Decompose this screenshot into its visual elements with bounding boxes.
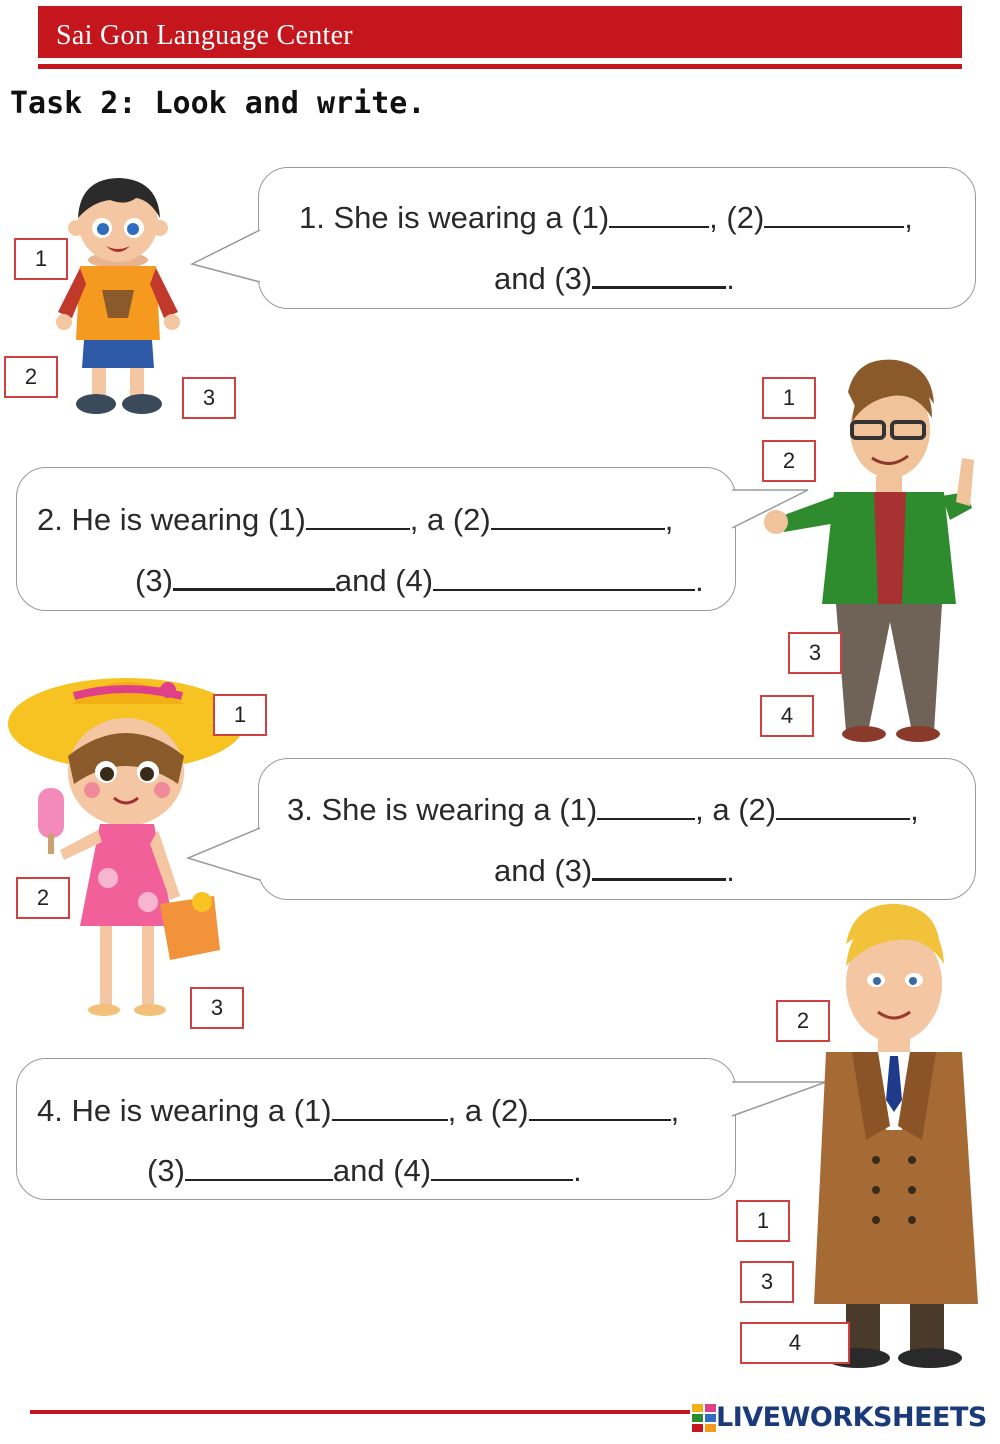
liveworksheets-logo-icon (692, 1404, 716, 1432)
speech-bubble-3 (258, 758, 976, 900)
girl-label-1: 1 (213, 694, 267, 736)
sentence-4-text-c: , (670, 1093, 680, 1128)
girl-label-2: 2 (16, 877, 70, 919)
blank-3-1[interactable] (597, 792, 695, 820)
teacher-label-1: 1 (762, 377, 816, 419)
boy-label-1: 1 (14, 238, 68, 280)
blank-2-1[interactable] (306, 502, 410, 530)
sentence-1-line-1 (259, 200, 1000, 236)
sentence-4-text-a: 4. He is wearing a (1) (37, 1093, 332, 1128)
sentence-3-line-2 (259, 852, 1000, 889)
sentence-3-text-a: 3. She is wearing a (1) (287, 792, 598, 827)
blank-1-3[interactable] (592, 260, 726, 289)
sentence-1-text-e: . (726, 261, 735, 296)
sentence-4-text-d: (3) (147, 1153, 185, 1188)
blank-4-3[interactable] (185, 1153, 333, 1181)
teacher-label-2: 2 (762, 440, 816, 482)
sentence-2-text-b: , a (2) (409, 502, 491, 537)
teacher-label-4: 4 (760, 695, 814, 737)
speech-bubble-4 (16, 1058, 736, 1200)
speech-bubble-1 (258, 167, 976, 309)
sentence-3-text-c: , (910, 792, 919, 827)
blank-4-1[interactable] (332, 1093, 448, 1121)
sentence-2-line-2 (17, 562, 853, 599)
boy-label-2: 2 (4, 356, 58, 398)
sentence-2-text-e: and (4) (334, 563, 434, 598)
sentence-3-text-e: . (726, 853, 735, 888)
sentence-4-line-1 (17, 1093, 755, 1129)
sentence-2-text-f: . (695, 563, 704, 598)
blank-1-1[interactable] (609, 200, 709, 228)
coat-man-label-3: 3 (740, 1261, 794, 1303)
bubble-1-tail (190, 228, 262, 288)
sentence-4-line-2 (17, 1153, 865, 1189)
sentence-2-text-a: 2. He is wearing (1) (37, 502, 306, 537)
header-underline (38, 64, 962, 69)
sentence-2-text-d: (3) (135, 563, 173, 598)
sentence-2-line-1 (17, 502, 755, 538)
boy-label-3: 3 (182, 377, 236, 419)
liveworksheets-logo-text: LIVEWORKSHEETS (716, 1402, 987, 1433)
blank-2-3[interactable] (173, 562, 335, 591)
sentence-1-text-a: 1. She is wearing a (1) (299, 200, 610, 235)
blank-4-2[interactable] (529, 1093, 671, 1121)
sentence-1-line-2 (259, 260, 1000, 297)
blank-2-2[interactable] (491, 502, 665, 530)
coat-man-label-1: 1 (736, 1200, 790, 1242)
task-title: Task 2: Look and write. (10, 86, 426, 121)
coat-man-illustration (806, 900, 986, 1384)
blank-3-2[interactable] (776, 792, 910, 820)
coat-man-label-4: 4 (740, 1322, 850, 1364)
sentence-3-line-1 (259, 792, 1000, 828)
sentence-4-text-b: , a (2) (447, 1093, 529, 1128)
footer-line (30, 1410, 690, 1414)
sentence-1-text-b: , (2) (709, 200, 765, 235)
sentence-3-text-b: , a (2) (695, 792, 777, 827)
sentence-2-text-c: , (664, 502, 674, 537)
liveworksheets-logo (692, 1402, 987, 1433)
sentence-4-text-f: . (573, 1153, 582, 1188)
blank-1-2[interactable] (764, 200, 904, 228)
blank-3-3[interactable] (592, 852, 726, 881)
sentence-1-text-c: , (904, 200, 913, 235)
teacher-label-3: 3 (788, 632, 842, 674)
blank-2-4[interactable] (433, 563, 695, 591)
sentence-1-text-d: and (3) (494, 261, 593, 296)
sentence-3-text-d: and (3) (494, 853, 593, 888)
speech-bubble-2 (16, 467, 736, 611)
boy-illustration (40, 172, 200, 422)
blank-4-4[interactable] (431, 1153, 573, 1181)
sentence-4-text-e: and (4) (332, 1153, 432, 1188)
header-title: Sai Gon Language Center (56, 20, 353, 51)
coat-man-label-2: 2 (776, 1000, 830, 1042)
girl-label-3: 3 (190, 987, 244, 1029)
